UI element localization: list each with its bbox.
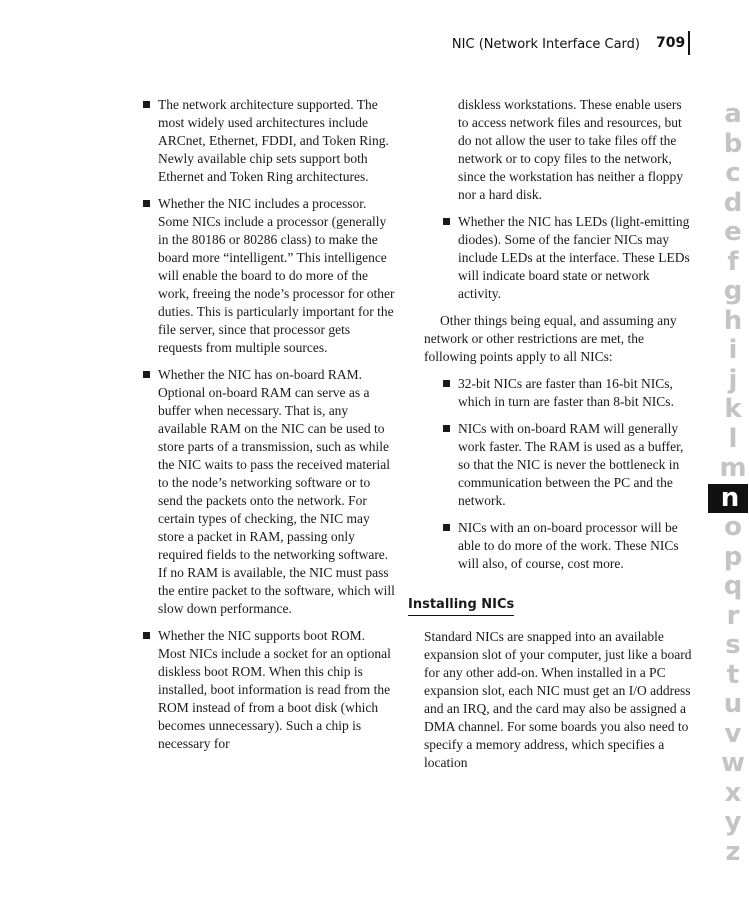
alpha-tab-f: f <box>727 246 739 277</box>
right-column <box>408 96 694 772</box>
alpha-tab-v: v <box>724 718 742 749</box>
square-bullet-icon <box>143 200 150 207</box>
alpha-tab-m: m <box>719 453 747 483</box>
square-bullet-icon <box>143 371 150 378</box>
alpha-tab-x: x <box>724 777 742 808</box>
list-item-text: 32-bit NICs are faster than 16-bit NICs, which in turn are faster than 8-bit NICs. <box>458 376 674 409</box>
alpha-tab-w: w <box>720 748 746 778</box>
section-paragraph: Standard NICs are snapped into an available expansion slot of your computer, just like a board for any other add-on. When installed in a PC expansion slot, each NIC must get an I/O address and an IRQ, and the card may also be assigned a DMA channel. For some boards you also need to specify a memory address, which specifies a location <box>424 629 692 770</box>
square-bullet-icon <box>443 425 450 432</box>
list-item <box>440 375 694 411</box>
intro-paragraph: Other things being equal, and assuming any network or other restrictions are met, the following points apply to all NICs: <box>424 313 677 364</box>
alpha-tab-l: l <box>728 423 738 454</box>
list-item <box>140 366 396 618</box>
page-number: 709 <box>656 35 686 51</box>
alpha-tab-n: n <box>708 484 748 514</box>
alpha-tab-q: q <box>723 571 743 601</box>
list-item <box>440 213 694 303</box>
alpha-tab-e: e <box>724 217 742 247</box>
list-item <box>140 627 396 753</box>
list-item-text: The network architecture supported. The most widely used architectures include ARCnet, Ethernet, FDDI, and Token Ring. Newly available chip sets support both Ethernet and Token Ring architectures. <box>158 97 389 184</box>
list-item <box>440 420 694 510</box>
square-bullet-icon <box>443 380 450 387</box>
alpha-tab-u: u <box>723 689 743 719</box>
list-item-text: Whether the NIC includes a processor. Some NICs include a processor (generally in the 80186 or 80286 class) to make the board more “intelligent.” This intelligence will enable the board to do more of the work, freeing the node’s processor for other duties. This is particularly important for the file server, since that processor gets requests from multiple sources. <box>158 196 395 355</box>
list-item <box>140 195 396 357</box>
alpha-tab-c: c <box>725 158 741 188</box>
alpha-tab-z: z <box>725 836 741 867</box>
alpha-tab-r: r <box>726 600 740 631</box>
alphabet-thumb-index <box>718 100 748 867</box>
list-item-text: Whether the NIC supports boot ROM. Most NICs include a socket for an optional diskless boot ROM. When this chip is installed, boot information is read from the ROM instead of from a boot disk (which becomes unnecessary). Such a chip is necessary for <box>158 628 391 751</box>
bullet-continuation-text: diskless workstations. These enable users to access network files and resources, but do not allow the user to take files off the network or to copy files to the network, since the workstation has neither a floppy nor a hard disk. <box>458 97 683 202</box>
alpha-tab-y: y <box>724 807 742 837</box>
square-bullet-icon <box>443 524 450 531</box>
alpha-tab-g: g <box>723 276 743 306</box>
alpha-tab-d: d <box>723 187 743 218</box>
list-item <box>140 96 396 186</box>
list-item-text: NICs with an on-board processor will be able to do more of the work. These NICs will also, of course, cost more. <box>458 520 679 571</box>
square-bullet-icon <box>443 218 450 225</box>
alpha-tab-k: k <box>724 394 742 424</box>
list-item-text: NICs with on-board RAM will generally work faster. The RAM is used as a buffer, so that the NIC is never the bottleneck in communication between the PC and the network. <box>458 421 684 508</box>
alpha-tab-a: a <box>724 99 742 129</box>
alpha-tab-b: b <box>723 128 743 159</box>
alpha-tab-t: t <box>726 659 740 690</box>
alpha-tab-s: s <box>725 630 741 660</box>
list-item-text: Whether the NIC has on-board RAM. Optional on-board RAM can serve as a buffer when necessary. That is, any available RAM on the NIC can be used to store parts of a transmission, such as while the NIC waits to pass the received material to the node’s networking software or to send the packets onto the network. For certain types of checking, the NIC may store a packet in RAM, passing only required fields to the networking software. If no RAM is available, the NIC must pass the entire packet to the software, which will slow down performance. <box>158 367 395 616</box>
alpha-tab-j: j <box>728 364 738 395</box>
square-bullet-icon <box>143 632 150 639</box>
square-bullet-icon <box>143 101 150 108</box>
alpha-tab-i: i <box>728 335 738 365</box>
running-header-title: NIC (Network Interface Card) <box>451 37 640 52</box>
header-rule <box>688 31 690 55</box>
list-item-text: Whether the NIC has LEDs (light-emitting diodes). Some of the fancier NICs may include LEDs at the interface. These LEDs will indicate board state or network activity. <box>458 214 690 301</box>
alpha-tab-o: o <box>724 512 742 542</box>
alpha-tab-p: p <box>723 541 743 572</box>
left-column <box>140 96 396 762</box>
list-item <box>440 519 694 573</box>
alpha-tab-h: h <box>723 305 743 336</box>
section-heading: Installing NICs <box>408 596 514 616</box>
